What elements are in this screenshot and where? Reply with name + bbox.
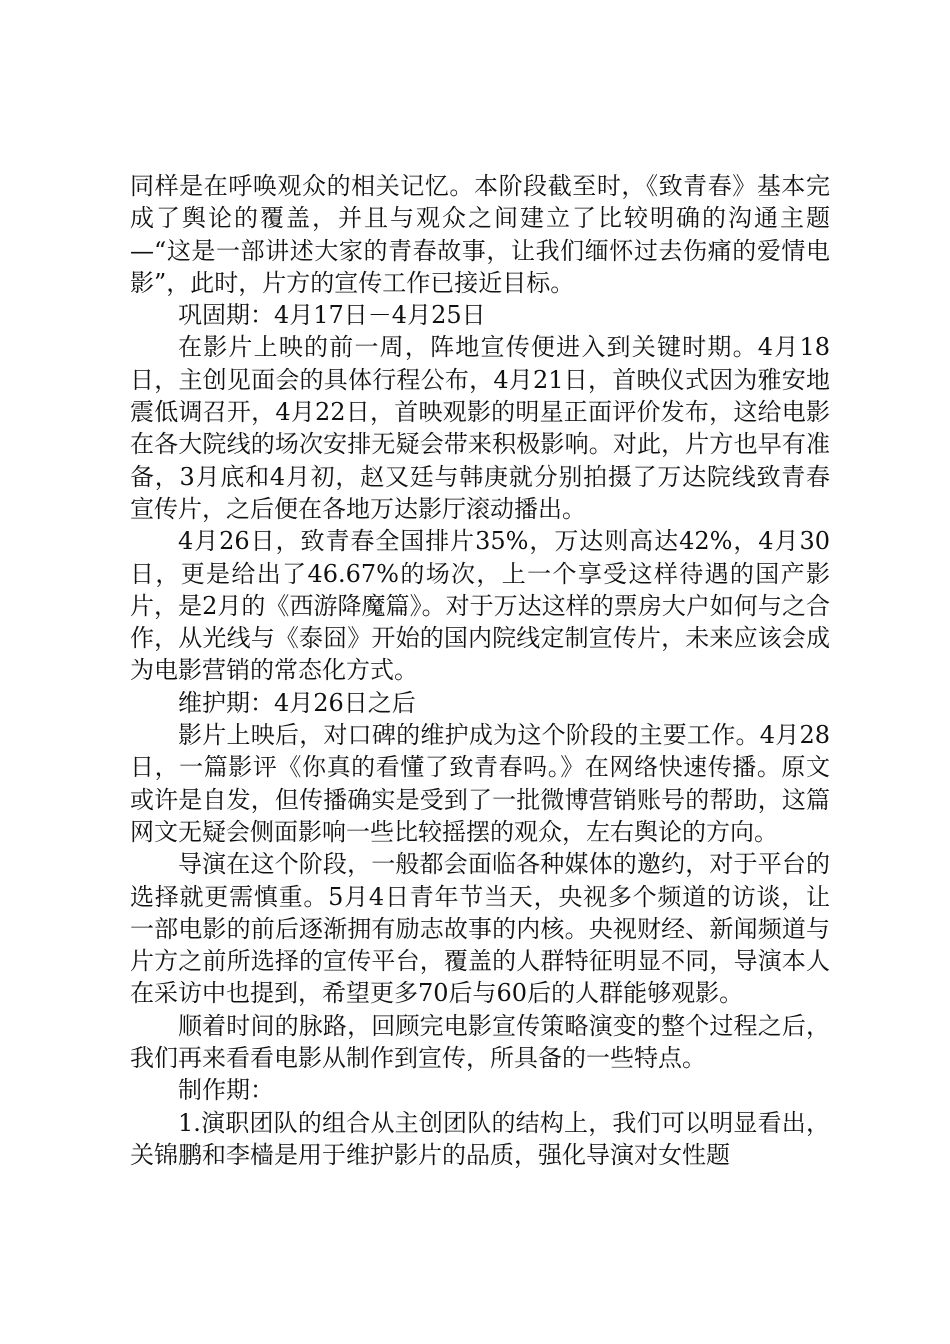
paragraph-pre-release-week: 在影片上映的前一周，阵地宣传便进入到关键时期。4月18日，主创见面会的具体行程公布，4月21日，首映仪式因为雅安地震低调召开，4月22日，首映观影的明星正面评价发布，这给电影在各大院线的场次安排无疑会带来积极影响。对此，片方也早有准备，3月底和4月初，赵又廷与韩庚就分别拍摄了万达院线致青春宣传片，之后便在各地万达影厅滚动播出。 <box>130 333 830 523</box>
document-body <box>130 170 830 1171</box>
paragraph-continuation: 同样是在呼唤观众的相关记忆。本阶段截至时，《致青春》基本完成了舆论的覆盖，并且与观众之间建立了比较明确的沟通主题—“这是一部讲述大家的青春故事，让我们缅怀过去伤痛的爱情电影”，此时，片方的宣传工作已接近目标。 <box>130 172 830 297</box>
paragraph-review-summary: 顺着时间的脉路，回顾完电影宣传策略演变的整个过程之后，我们再来看看电影从制作到宣传，所具备的一些特点。 <box>130 1011 830 1073</box>
paragraph-crew-composition: 1.演职团队的组合从主创团队的结构上，我们可以明显看出，关锦鹏和李樯是用于维护影片的品质，强化导演对女性题 <box>130 1108 830 1169</box>
section-heading-consolidation-period: 巩固期：4月17日－4月25日 <box>178 301 486 330</box>
section-heading-maintenance-period: 维护期：4月26日之后 <box>178 688 416 717</box>
paragraph-word-of-mouth: 影片上映后，对口碑的维护成为这个阶段的主要工作。4月28日，一篇影评《你真的看懂了致青春吗。》在网络快速传播。原文或许是自发，但传播确实是受到了一批微博营销账号的帮助，这篇网文无疑会侧面影响一些比较摇摆的观众，左右舆论的方向。 <box>130 721 830 846</box>
paragraph-director-interviews: 导演在这个阶段，一般都会面临各种媒体的邀约，对于平台的选择就更需慎重。5月4日青年节当天，央视多个频道的访谈，让一部电影的前后逐渐拥有励志故事的内核。央视财经、新闻频道与片方之前所选择的宣传平台，覆盖的人群特征明显不同，导演本人在采访中也提到，希望更多70后与60后的人群能够观影。 <box>130 850 830 1008</box>
paragraph-screening-share: 4月26日，致青春全国排片35%，万达则高达42%，4月30日，更是给出了46.67%的场次，上一个享受这样待遇的国产影片，是2月的《西游降魔篇》。对于万达这样的票房大户如何与之合作，从光线与《泰囧》开始的国内院线定制宣传片，未来应该会成为电影营销的常态化方式。 <box>130 527 830 685</box>
section-heading-production-period: 制作期： <box>178 1076 274 1105</box>
